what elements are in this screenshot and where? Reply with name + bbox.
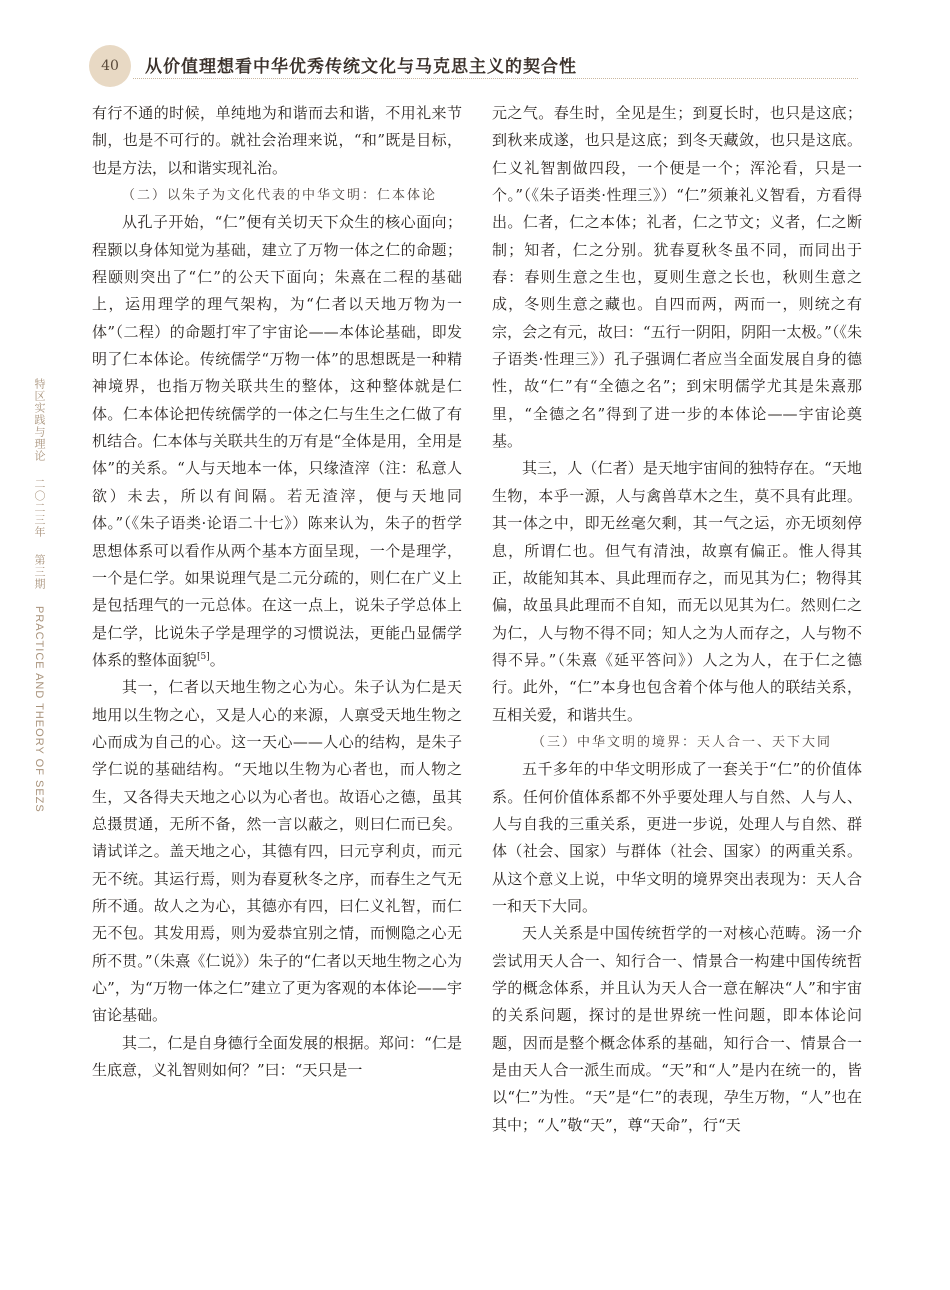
citation-ref: [5]	[197, 651, 210, 662]
paragraph: 五千多年的中华文明形成了一套关于“仁”的价值体系。任何价值体系都不外乎要处理人与自然、人与人、人与自我的三重关系，更进一步说，处理人与自然、群体（社会、国家）与群体（社会、国家）的两重关系。从这个意义上说，中华文明的境界突出表现为：天人合一和天下大同。	[492, 760, 862, 915]
paragraph: 元之气。春生时，全见是生；到夏长时，也只是这底；到秋来成遂，也只是这底；到冬天藏敛，也只是这底。仁义礼智割做四段，一个便是一个；浑沦看，只是一个。”（《朱子语类·性理三》）“仁”须兼礼义智看，方看得出。仁者，仁之本体；礼者，仁之节文；义者，仁之断制；知者，仁之分别。犹春夏秋冬虽不同，而同出于春：春则生意之生也，夏则生意之长也，秋则生意之成，冬则生意之藏也。自四而两，两而一，则统之有宗，会之有元，故曰：“五行一阴阳，阴阳一太极。”（《朱子语类·性理三》）孔子强调仁者应当全面发展自身的德性，故“仁”有“全德之名”；到宋明儒学尤其是朱熹那里，“全德之名”得到了进一步的本体论——宇宙论奠基。	[492, 104, 862, 451]
header-divider	[133, 78, 858, 79]
page-number: 40	[101, 58, 119, 74]
paragraph	[92, 209, 462, 674]
left-column	[92, 100, 462, 1084]
section-subheading: （二）以朱子为文化代表的中华文明：仁本体论	[122, 188, 438, 204]
sidebar-english-name: PRACTICE AND THEORY OF SEZS	[33, 606, 45, 813]
paragraph-text: 从孔子开始，“仁”便有关切天下众生的核心面向；程颢以身体知觉为基础，建立了万物一体之仁的命题；程颐则突出了“仁”的公天下面向；朱熹在二程的基础上，运用理学的理气架构，为“仁者以天地万物为一体”（二程）的命题打牢了宇宙论——本体论基础，即发明了仁本体论。传统儒学“万物一体”的思想既是一种精神境界，也指万物关联共生的整体，这种整体就是仁体。仁本体论把传统儒学的一体之仁与生生之仁做了有机结合。仁本体与关联共生的万有是“全体是用，全用是体”的关系。“人与天地本一体，只缘渣滓（注：私意人欲）未去，所以有间隔。若无渣滓，便与天地同体。”（《朱子语类·论语二十七》）陈来认为，朱子的哲学思想体系可以看作从两个基本方面呈现，一个是理学，一个是仁学。如果说理气是二元分疏的，则仁在广义上是包括理气的一元总体。在这一点上，说朱子学总体上是仁学，比说朱子学是理学的习惯说法，更能凸显儒学体系的整体面貌	[92, 213, 462, 669]
sidebar-issue: 第三期	[33, 554, 45, 591]
paragraph: 天人关系是中国传统哲学的一对核心范畴。汤一介尝试用天人合一、知行合一、情景合一构建中国传统哲学的概念体系，并且认为天人合一意在解决“人”和宇宙的关系问题，探讨的是世界统一性问题，即本体论问题，因而是整个概念体系的基础，知行合一、情景合一是由天人合一派生而成。“天”和“人”是内在统一的，皆以“仁”为性。“天”是“仁”的表现，孕生万物，“人”也在其中；“人”敬“天”，尊“天命”，行“天	[492, 924, 862, 1134]
paragraph: 有行不通的时候，单纯地为和谐而去和谐，不用礼来节制，也是不可行的。就社会治理来说，“和”既是目标，也是方法，以和谐实现礼治。	[92, 104, 462, 177]
sidebar-year: 二〇二三年	[33, 478, 45, 539]
running-title: 从价值理想看中华优秀传统文化与马克思主义的契合性	[145, 57, 577, 77]
paragraph: 其三，人（仁者）是天地宇宙间的独特存在。“天地生物，本乎一源，人与禽兽草木之生，莫不具有此理。其一体之中，即无丝毫欠剩，其一气之运，亦无顷刻停息，所谓仁也。但气有清浊，故禀有偏正。惟人得其正，故能知其本、具此理而存之，而见其为仁；物得其偏，故虽具此理而不自知，而无以见其为仁。然则仁之为仁，人与物不得不同；知人之为人而存之，人与物不得不异。”（朱熹《延平答问》）人之为人，在于仁之德行。此外，“仁”本身也包含着个体与他人的联结关系，互相关爱，和谐共生。	[492, 459, 862, 724]
right-column	[492, 100, 862, 1139]
paragraph: 其二，仁是自身德行全面发展的根据。郑问：“仁是生底意，义礼智则如何？”曰：“天只是一	[92, 1033, 462, 1080]
sidebar-journal-name: 特区实践与理论	[33, 378, 45, 462]
paragraph-tail: 。	[209, 650, 225, 669]
paragraph: 其一，仁者以天地生物之心为心。朱子认为仁是天地用以生物之心，又是人心的来源，人禀受天地生物之心而成为自己的心。这一天心——人心的结构，是朱子学仁说的基础结构。“天地以生物为心者也，而人物之生，又各得夫天地之心以为心者也。故语心之德，虽其总摄贯通，无所不备，然一言以蔽之，则曰仁而已矣。请试详之。盖天地之心，其德有四，曰元亨利贞，而元无不统。其运行焉，则为春夏秋冬之序，而春生之气无所不通。故人之为心，其德亦有四，曰仁义礼智，而仁无不包。其发用焉，则为爱恭宜别之情，而恻隐之心无所不贯。”（朱熹《仁说》）朱子的“仁者以天地生物之心为心”，为“万物一体之仁”建立了更为客观的本体论——宇宙论基础。	[92, 678, 462, 1025]
sidebar-journal-info	[26, 378, 48, 825]
section-subheading: （三）中华文明的境界：天人合一、天下大同	[532, 734, 833, 750]
